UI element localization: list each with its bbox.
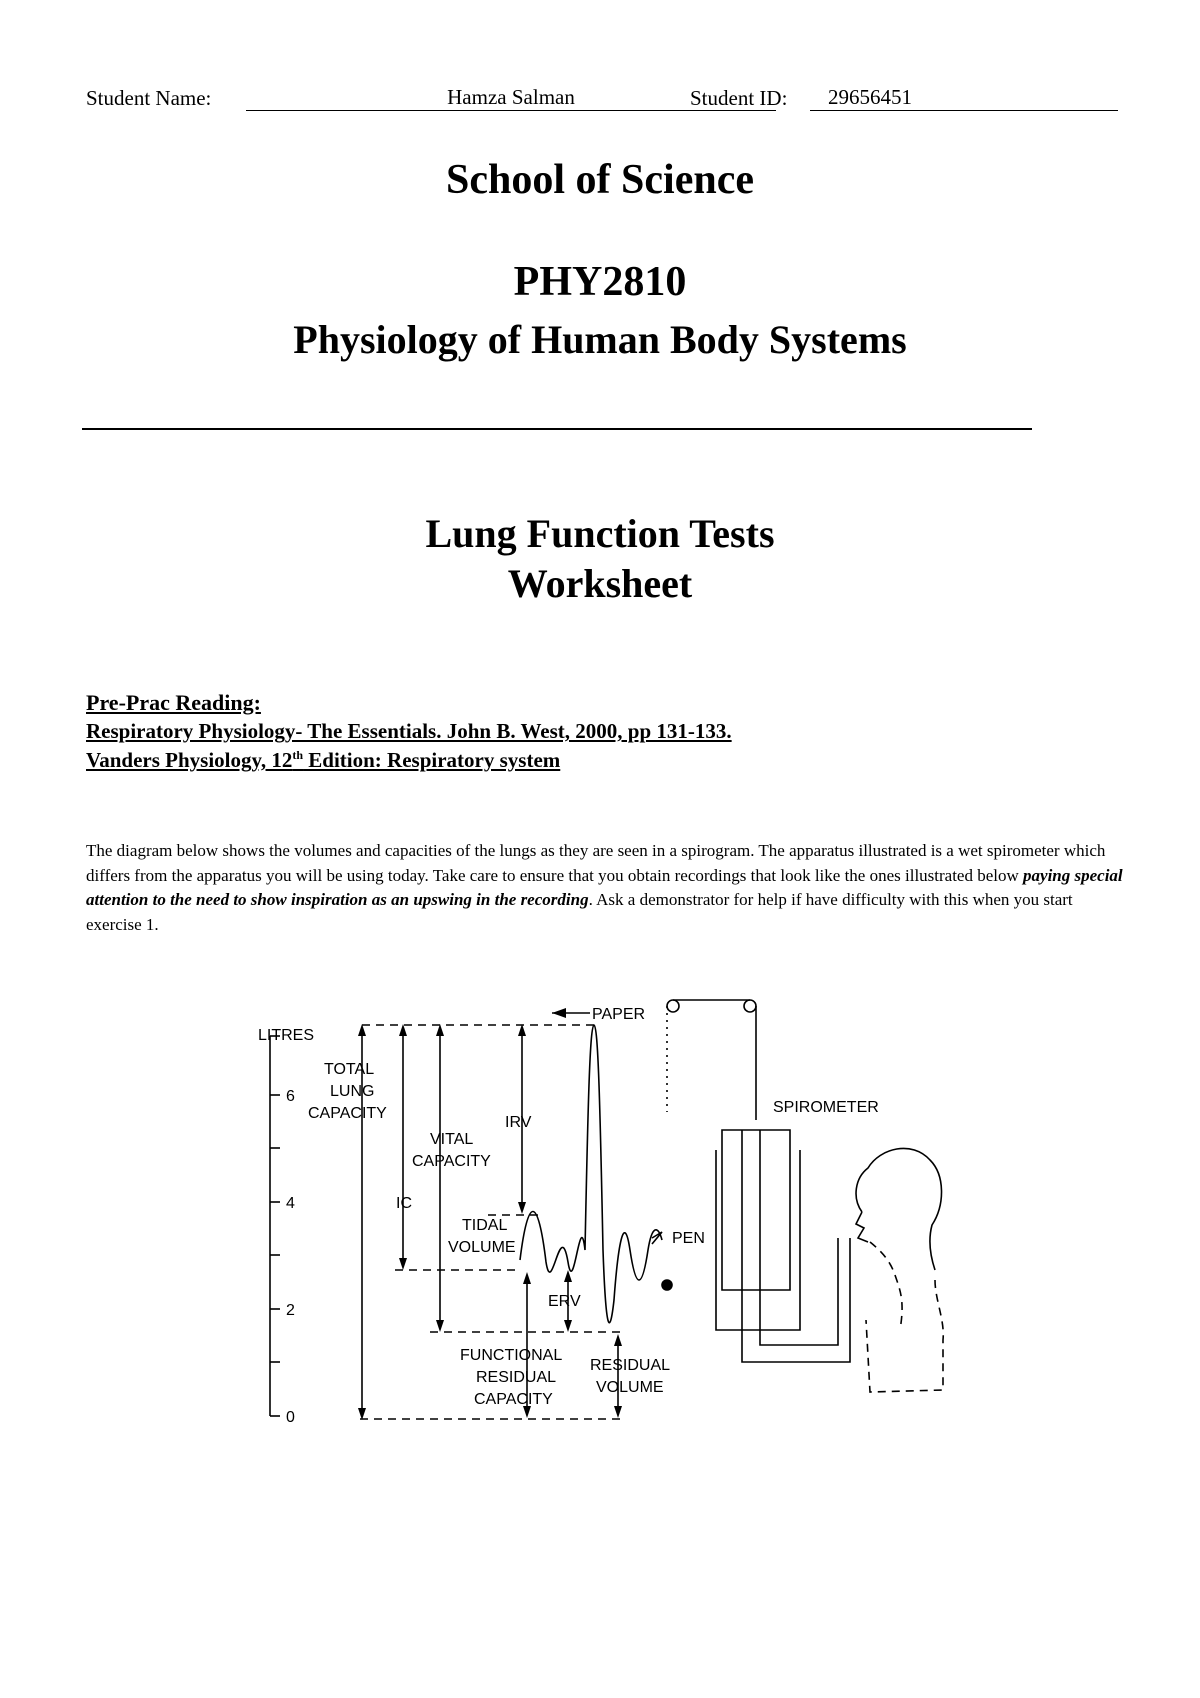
label-rv-1: RESIDUAL: [590, 1357, 671, 1374]
student-name-label: Student Name:: [86, 86, 212, 110]
worksheet-title-line2: Worksheet: [507, 561, 693, 606]
school-title: School of Science: [446, 157, 754, 203]
spirogram-trace: [520, 1025, 662, 1323]
label-frc-1: FUNCTIONAL: [460, 1347, 563, 1364]
reading-ref-vanders-sup: th: [292, 748, 304, 762]
tick-6: 6: [286, 1088, 295, 1105]
label-rv-2: VOLUME: [596, 1379, 664, 1396]
label-frc-2: RESIDUAL: [476, 1369, 557, 1386]
student-id-value: 29656451: [828, 85, 912, 109]
spirometer-bell: [722, 1130, 790, 1290]
label-irv: IRV: [505, 1114, 532, 1131]
spirometer-tank: [716, 1150, 800, 1330]
label-erv: ERV: [548, 1293, 581, 1310]
person-body: [866, 1280, 943, 1392]
label-frc-3: CAPACITY: [474, 1391, 553, 1408]
tick-2: 2: [286, 1302, 295, 1319]
reading-ref-vanders-rest: Edition: Respiratory system: [303, 748, 561, 772]
label-total-2: LUNG: [330, 1083, 375, 1100]
breathing-tube: [742, 1130, 850, 1362]
label-vital-1: VITAL: [430, 1131, 474, 1148]
label-spirometer: SPIROMETER: [773, 1099, 879, 1116]
intro-emphasis: paying special attention to the need to show inspiration as an upswing in the recording: [86, 865, 1123, 909]
tick-4: 4: [286, 1195, 295, 1212]
reading-ref-vanders-text: Vanders Physiology, 12: [86, 748, 293, 772]
label-vital-2: CAPACITY: [412, 1153, 491, 1170]
course-code: PHY2810: [513, 259, 687, 305]
student-name-field: Hamza Salman: [246, 86, 776, 111]
worksheet-title-line1: Lung Function Tests: [425, 511, 775, 556]
intro-text-2: . Ask a demonstrator for help if have difficulty with this when you start exercise 1.: [86, 890, 1073, 934]
label-ic: IC: [396, 1195, 412, 1212]
label-total-1: TOTAL: [324, 1061, 375, 1078]
person-head: [856, 1148, 941, 1270]
label-total-3: CAPACITY: [308, 1105, 387, 1122]
label-pen: PEN: [672, 1230, 705, 1247]
label-tidal-2: VOLUME: [448, 1239, 516, 1256]
tick-0: 0: [286, 1409, 295, 1426]
student-id-label: Student ID:: [690, 86, 788, 110]
label-tidal-1: TIDAL: [462, 1217, 508, 1234]
reading-ref-west: Respiratory Physiology- The Essentials. John B. West, 2000, pp 131-133.: [86, 719, 732, 743]
reading-heading: Pre-Prac Reading:: [86, 690, 261, 715]
right-pulley: [744, 1000, 756, 1012]
course-name: Physiology of Human Body Systems: [293, 317, 907, 362]
intro-text-1: The diagram below shows the volumes and capacities of the lungs as they are seen in a spirogram. The apparatus illustrated is a wet spirometer which differs from the apparatus you will be using today. Take care to ensure that you obtain recordings that look like the ones illustrated below: [86, 841, 1106, 885]
axis-label-litres: LITRES: [258, 1027, 315, 1044]
label-paper: PAPER: [592, 1006, 646, 1023]
left-pulley: [667, 1000, 679, 1012]
